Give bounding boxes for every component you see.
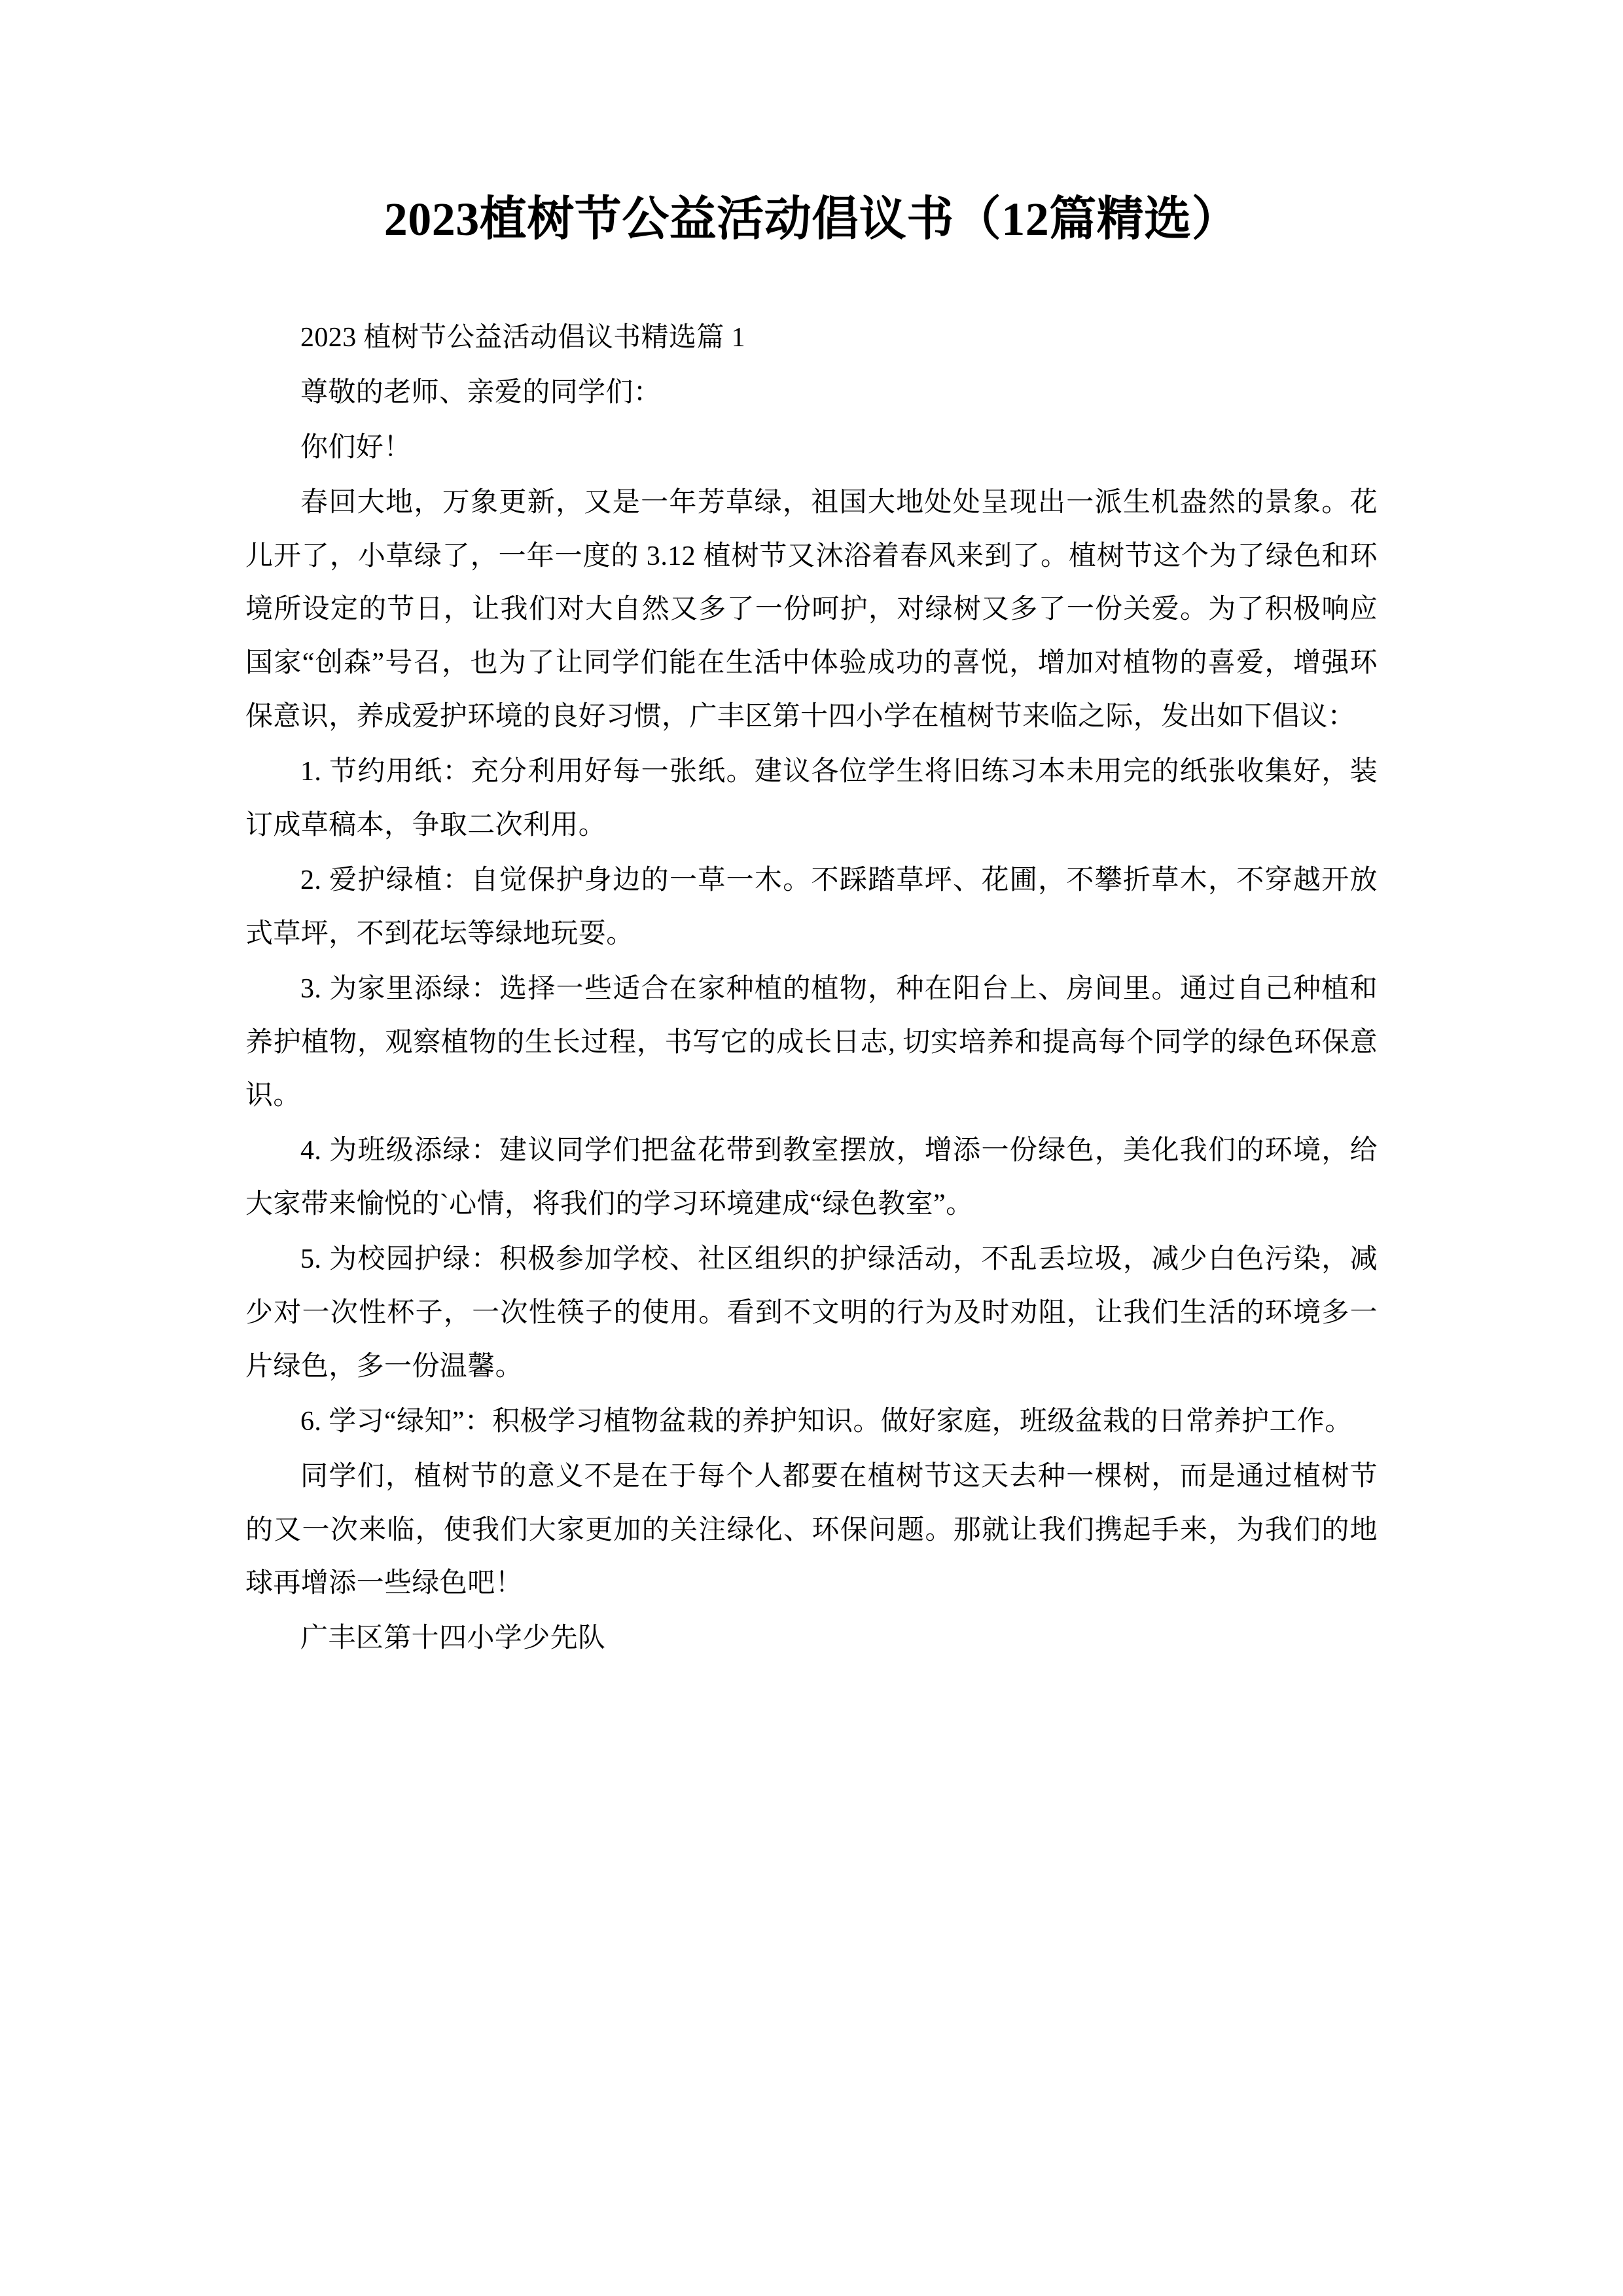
proposal-item-5: 5. 为校园护绿：积极参加学校、社区组织的护绿活动，不乱丢垃圾，减少白色污染，减少对一次性杯子，一次性筷子的使用。看到不文明的行为及时劝阻，让我们生活的环境多一片绿色，多一份温馨。 [245,1244,1378,1382]
paragraph-closing: 同学们，植树节的意义不是在于每个人都要在植树节这天去种一棵树，而是通过植树节的又一次来临，使我们大家更加的关注绿化、环保问题。那就让我们携起手来，为我们的地球再增添一些绿色吧！ [245,1461,1378,1599]
proposal-item-2: 2. 爱护绿植：自觉保护身边的一草一木。不踩踏草坪、花圃，不攀折草木，不穿越开放式草坪，不到花坛等绿地玩耍。 [245,865,1378,949]
proposal-item-6: 6. 学习“绿知”：积极学习植物盆栽的养护知识。做好家庭，班级盆栽的日常养护工作。 [300,1406,1353,1437]
page-title: 2023植树节公益活动倡议书（12篇精选） [383,193,1240,245]
proposal-item-3: 3. 为家里添绿：选择一些适合在家种植的植物，种在阳台上、房间里。通过自己种植和养护植物，观察植物的生长过程，书写它的成长日志, 切实培养和提高每个同学的绿色环保意识。 [245,973,1378,1111]
proposal-item-1: 1. 节约用纸：充分利用好每一张纸。建议各位学生将旧练习本未用完的纸张收集好，装订成草稿本，争取二次利用。 [245,757,1378,841]
greeting-line: 你们好！ [300,432,412,463]
paragraph-intro: 春回大地，万象更新，又是一年芳草绿，祖国大地处处呈现出一派生机盎然的景象。花儿开了，小草绿了，一年一度的 3.12 植树节又沐浴着春风来到了。植树节这个为了绿色和环境所设定的节日，让我们对大自然又多了一份呵护，对绿树又多了一份关爱。为了积极响应国家“创森”号召，也为了让同学们能在生活中体验成功的喜悦，增加对植物的喜爱，增强环保意识，养成爱护环境的良好习惯，广丰区第十四小学在植树节来临之际，发出如下倡议： [245,487,1378,732]
document-content [245,0,1378,1667]
proposal-item-4: 4. 为班级添绿：建议同学们把盆花带到教室摆放，增添一份绿色，美化我们的环境，给大家带来愉悦的`心情，将我们的学习环境建成“绿色教室”。 [245,1136,1378,1220]
document-body [245,312,1378,1666]
salutation-line: 尊敬的老师、亲爱的同学们： [300,377,662,408]
signature-line: 广丰区第十四小学少先队 [300,1623,606,1654]
article-heading: 2023 植树节公益活动倡议书精选篇 1 [300,323,746,353]
